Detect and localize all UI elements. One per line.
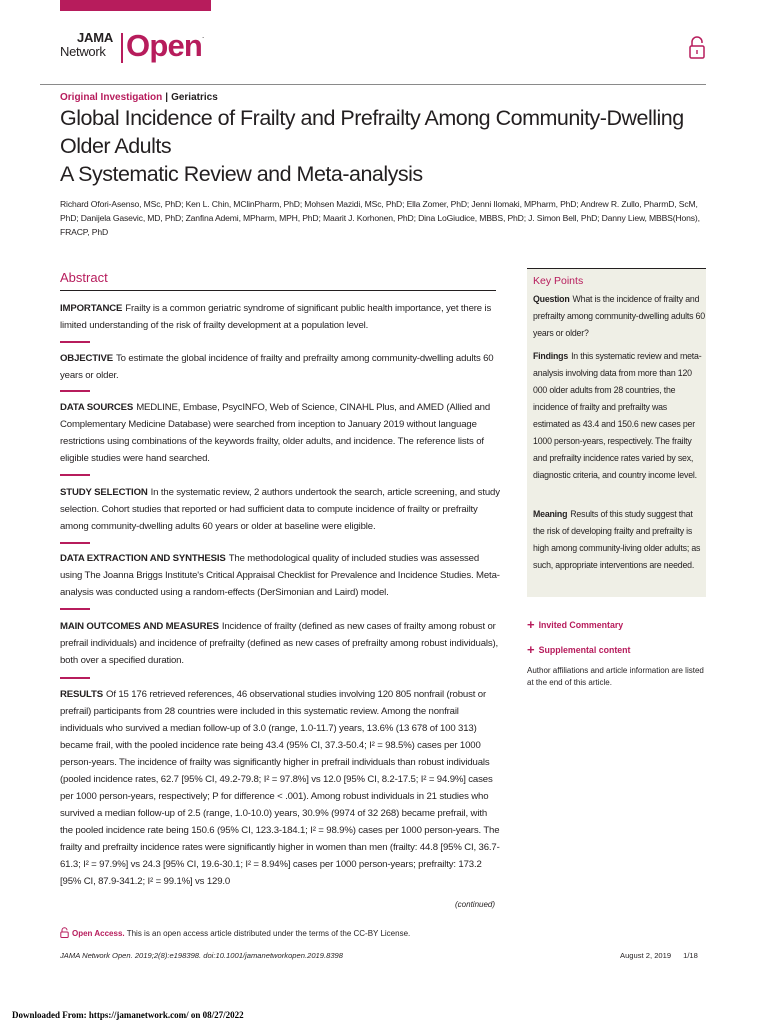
outcomes-label: MAIN OUTCOMES AND MEASURES bbox=[60, 621, 219, 632]
question-label: Question bbox=[533, 294, 570, 304]
logo-divider bbox=[121, 33, 123, 63]
logo-network-text: Network bbox=[60, 44, 106, 59]
supplemental-content-link[interactable] bbox=[527, 641, 630, 656]
abstract-results bbox=[60, 686, 500, 890]
plus-icon: + bbox=[527, 642, 535, 657]
section-divider bbox=[60, 677, 90, 679]
citation-text: JAMA Network Open. 2019;2(8):e198398. doi:10.1001/jamanetworkopen.2019.8398 bbox=[60, 951, 343, 960]
publication-date: August 2, 2019 bbox=[620, 951, 672, 960]
importance-text: Frailty is a common geriatric syndrome of significant public health importance, yet there is limited understanding of the risk of frailty development at a population level. bbox=[60, 303, 492, 331]
abstract-heading: Abstract bbox=[60, 270, 108, 285]
abstract-outcomes bbox=[60, 618, 500, 669]
data-sources-label: DATA SOURCES bbox=[60, 402, 134, 413]
footer-date-page bbox=[620, 951, 698, 960]
study-selection-label: STUDY SELECTION bbox=[60, 487, 148, 498]
results-label: RESULTS bbox=[60, 689, 104, 700]
article-title-block bbox=[60, 104, 700, 188]
unlock-icon bbox=[689, 36, 705, 60]
objective-label: OBJECTIVE bbox=[60, 353, 114, 364]
open-access-icon bbox=[60, 927, 69, 938]
logo-open-text: Open. bbox=[126, 28, 204, 63]
question-text: What is the incidence of frailty and prefrailty among community-dwelling adults 60 years or older? bbox=[533, 294, 705, 338]
key-points-findings bbox=[533, 348, 705, 484]
plus-icon: + bbox=[527, 617, 535, 632]
outcomes-text: Incidence of frailty (defined as new cases of frailty among robust or prefrail individuals) and incidence of prefrailty (defined as new cases of prefrailty among robust individuals), both over a specified duration. bbox=[60, 621, 499, 666]
abstract-study-selection bbox=[60, 484, 500, 535]
key-points-meaning bbox=[533, 506, 705, 574]
data-sources-text: MEDLINE, Embase, PsycINFO, Web of Science, CINAHL Plus, and AMED (Allied and Complementary Medicine Database) were searched from inception to January 2019 without language restrictions using combinations of the keywords frailty, older adults, and incidence. The reference lists of eligible studies were hand searched. bbox=[60, 402, 491, 464]
article-section-line bbox=[60, 92, 218, 103]
data-extraction-text: The methodological quality of included studies was assessed using The Joanna Briggs Institute's Critical Appraisal Checklist for Prevalence and Incidence Studies. Meta-analysis was conducted using a random-effects (DerSimonian and Laird) model. bbox=[60, 553, 500, 598]
meaning-text: Results of this study suggest that the risk of developing frailty and prefrailty is high among community-living older adults; as such, appropriate interventions are needed. bbox=[533, 509, 701, 570]
key-points-heading: Key Points bbox=[533, 275, 584, 287]
findings-text: In this systematic review and meta-analysis involving data from more than 120 000 older adults from 28 countries, the incidence of frailty and prefrailty was estimated as 43.4 and 150.6 new cases per 1000 person-years, respectively. The frailty and prefrailty incidence rates varied by sex, diagnostic criteria, and country income level. bbox=[533, 351, 702, 480]
importance-label: IMPORTANCE bbox=[60, 303, 123, 314]
open-access-line bbox=[60, 927, 410, 938]
supplemental-content-label: Supplemental content bbox=[538, 645, 631, 655]
article-title: Global Incidence of Frailty and Prefrailty Among Community-Dwelling Older Adults bbox=[60, 106, 684, 158]
invited-commentary-label: Invited Commentary bbox=[538, 620, 624, 630]
abstract-importance bbox=[60, 300, 500, 334]
results-text: Of 15 176 retrieved references, 46 observational studies involving 120 805 nonfrail (robust or prefrail) participants from 28 countries were included in this systematic review. Among the nonfrail individuals who survived a median follow-up of 3.0 (range, 1.0-11.7) years, 13.6% (13 678 of 100 313) became frail, with the pooled incidence rate being 43.4 (95% CI, 37.3-50.4; I² = 98.5%) cases per 1000 person-years. The incidence of frailty was significantly higher in prefrail individuals than robust individuals (pooled incidence rates, 62.7 [95% CI, 49.2-79.8; I² = 97.8%] vs 12.0 [95% CI, 8.2-17.5; I² = 94.9%] cases per 1000 person-years, respectively; P for difference < .001). Among robust individuals in 21 studies who survived a median follow-up of 2.5 (range, 1.0-10.0) years, 30.9% (9974 of 32 268) became prefrail, with the pooled incidence rate being 150.6 (95% CI, 123.3-184.1; I² = 98.9%) cases per 1000 person-years. The frailty and prefrailty incidence rates were significantly higher in women than men (frailty: 44.8 [95% CI, 36.7-61.3; I² = 97.9%] vs 24.3 [95% CI, 19.6-30.1; I² = 8.94%] cases per 1000 person-years; prefrailty: 173.2 [95% CI, 87.9-341.2; I² = 99.1%] vs 129.0 bbox=[60, 689, 500, 887]
section-divider bbox=[60, 608, 90, 610]
download-stamp: Downloaded From: https://jamanetwork.com/ on 08/27/2022 bbox=[12, 1010, 244, 1020]
affiliations-note: Author affiliations and article information are listed at the end of this article. bbox=[527, 666, 704, 687]
section-divider bbox=[60, 542, 90, 544]
section-divider bbox=[60, 474, 90, 476]
abstract-data-extraction bbox=[60, 550, 500, 601]
article-subtitle: A Systematic Review and Meta-analysis bbox=[60, 162, 423, 186]
open-access-label[interactable]: Open Access. bbox=[72, 929, 125, 938]
section-divider bbox=[60, 390, 90, 392]
invited-commentary-link[interactable] bbox=[527, 616, 623, 631]
header-rule bbox=[40, 84, 706, 85]
section-separator: | bbox=[165, 92, 169, 103]
study-selection-text: In the systematic review, 2 authors undertook the search, article screening, and study selection. Cohort studies that reported or had sufficient data to compute incidence of frailty or prefrailty among community-dwelling adults 60 years or older at baseline were eligible. bbox=[60, 487, 500, 532]
author-list: Richard Ofori-Asenso, MSc, PhD; Ken L. Chin, MClinPharm, PhD; Mohsen Mazidi, MSc, PhD; Ella Zomer, PhD; Jenni Ilomaki, MPharm, PhD; Andrew R. Zullo, PharmD, ScM, PhD; Danijela Gasevic, MD, PhD; Zanfina Ademi, MPharm, MPH, PhD; Maarit J. Korhonen, PhD; Dina LoGiudice, MBBS, PhD; J. Simon Bell, PhD; Danny Liew, MBBS(Hons), FRACP, PhD bbox=[60, 199, 700, 237]
page-number: 1/18 bbox=[683, 951, 698, 960]
article-section: Geriatrics bbox=[171, 92, 218, 103]
citation-line bbox=[60, 951, 343, 960]
top-accent-bar bbox=[60, 0, 211, 11]
logo-jama-text: JAMA bbox=[77, 30, 114, 45]
abstract-objective bbox=[60, 350, 500, 384]
objective-text: To estimate the global incidence of frailty and prefrailty among community-dwelling adults 60 years or older. bbox=[60, 353, 494, 381]
meaning-label: Meaning bbox=[533, 509, 568, 519]
key-points-rule bbox=[527, 268, 706, 269]
abstract-rule bbox=[60, 290, 496, 291]
abstract-data-sources bbox=[60, 399, 500, 467]
data-extraction-label: DATA EXTRACTION AND SYNTHESIS bbox=[60, 553, 226, 564]
key-points-question bbox=[533, 291, 705, 342]
open-access-text: This is an open access article distributed under the terms of the CC-BY License. bbox=[126, 929, 411, 938]
findings-label: Findings bbox=[533, 351, 569, 361]
continued-note: (continued) bbox=[455, 900, 496, 909]
article-type: Original Investigation bbox=[60, 92, 163, 103]
section-divider bbox=[60, 341, 90, 343]
